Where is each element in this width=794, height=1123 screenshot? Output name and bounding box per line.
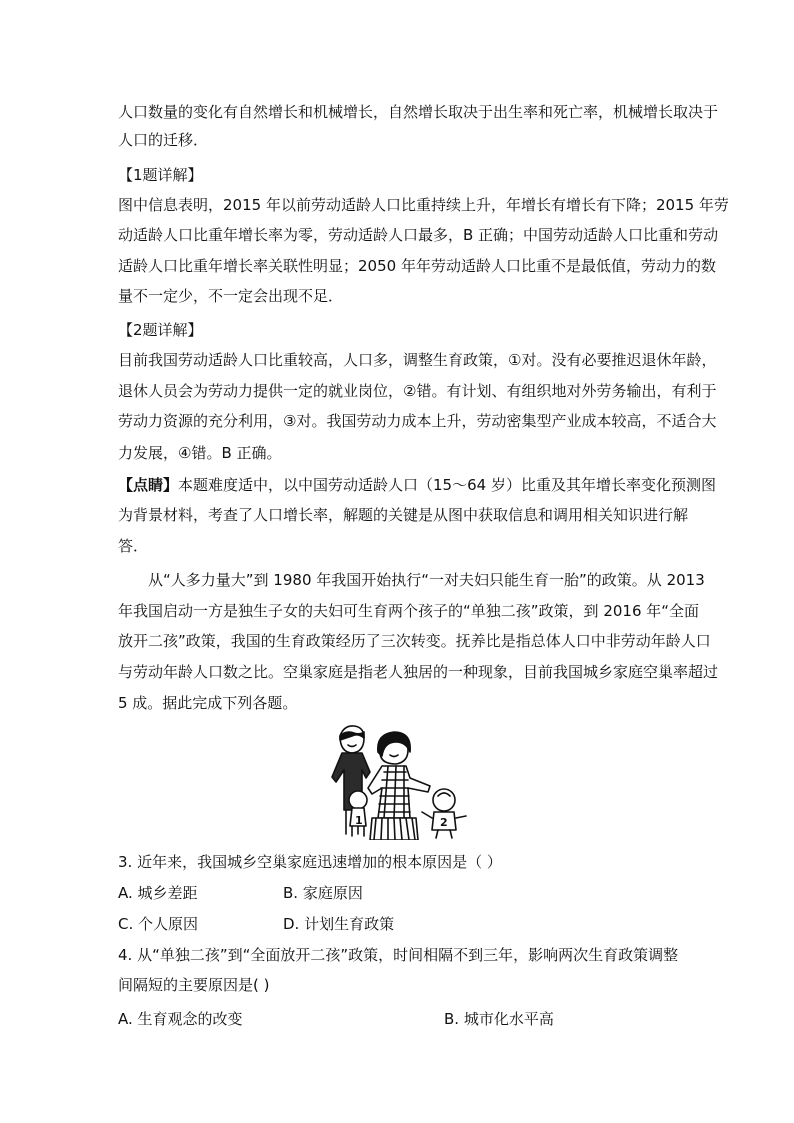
q1-heading: 【1题详解】 bbox=[118, 166, 203, 184]
q2-line-2: 退休人员会为劳动力提供一定的就业岗位，②错。有计划、有组织地对外劳务输出，有利于 bbox=[118, 382, 717, 400]
comment-line-3: 答． bbox=[118, 537, 149, 555]
material-line-2: 年我国启动一方是独生子女的夫妇可生育两个孩子的“单独二孩”政策，到 2016 年“全面 bbox=[118, 602, 700, 620]
q1-line-4: 量不一定少，不一定会出现不足． bbox=[118, 287, 344, 305]
intro-line-1: 人口数量的变化有自然增长和机械增长，自然增长取决于出生率和死亡率，机械增长取决于 bbox=[118, 103, 719, 121]
family-cartoon-svg bbox=[318, 722, 476, 840]
family-illustration bbox=[318, 722, 476, 840]
comment-tag: 【点睛】 bbox=[118, 476, 179, 494]
comment-line-1 bbox=[118, 475, 716, 495]
q3-stem: 3. 近年来，我国城乡空巢家庭迅速增加的根本原因是（ ） bbox=[118, 853, 502, 871]
comment-line-2: 为背景材料，考查了人口增长率，解题的关键是从图中获取信息和调用相关知识进行解 bbox=[118, 506, 689, 524]
intro-line-2: 人口的迁移． bbox=[118, 131, 209, 149]
material-line-4: 与劳动年龄人口数之比。空巢家庭是指老人独居的一种现象，目前我国城乡家庭空巢率超过 bbox=[118, 663, 719, 681]
q2-line-1: 目前我国劳动适龄人口比重较高，人口多，调整生育政策，①对。没有必要推迟退休年龄， bbox=[118, 351, 717, 369]
material-line-1: 从“人多力量大”到 1980 年我国开始执行“一对夫妇只能生育一胎”的政策。从 2013 bbox=[148, 571, 705, 589]
q1-line-1: 图中信息表明，2015 年以前劳动适龄人口比重持续上升，年增长有增长有下降；2015 年劳 bbox=[118, 196, 729, 214]
q1-line-2: 动适龄人口比重年增长率为零，劳动适龄人口最多，B 正确；中国劳动适龄人口比重和劳动 bbox=[118, 226, 719, 244]
q2-line-4: 力发展，④错。B 正确。 bbox=[118, 444, 282, 462]
material-line-3: 放开二孩”政策，我国的生育政策经历了三次转变。抚养比是指总体人口中非劳动年龄人口 bbox=[118, 632, 711, 650]
q2-heading: 【2题详解】 bbox=[118, 321, 203, 339]
q3-option-b: B. 家庭原因 bbox=[283, 884, 363, 902]
comment-text-1: 本题难度适中，以中国劳动适龄人口（15～64 岁）比重及其年增长率变化预测图 bbox=[178, 476, 716, 494]
q4-stem-line-1: 4. 从“单独二孩”到“全面放开二孩”政策，时间相隔不到三年，影响两次生育政策调整 bbox=[118, 946, 679, 964]
child1-number: 1 bbox=[355, 814, 363, 827]
q1-line-3: 适龄人口比重年增长率关联性明显；2050 年年劳动适龄人口比重不是最低值，劳动力的数 bbox=[118, 257, 716, 275]
q3-option-a: A. 城乡差距 bbox=[118, 884, 198, 902]
q3-option-c: C. 个人原因 bbox=[118, 915, 199, 933]
q4-stem-line-2: 间隔短的主要原因是( ) bbox=[118, 976, 270, 994]
q3-option-d: D. 计划生育政策 bbox=[283, 915, 395, 933]
material-line-5: 5 成。据此完成下列各题。 bbox=[118, 694, 298, 712]
child2-number: 2 bbox=[440, 816, 448, 829]
q2-line-3: 劳动力资源的充分利用，③对。我国劳动力成本上升，劳动密集型产业成本较高，不适合大 bbox=[118, 412, 717, 430]
q4-option-b: B. 城市化水平高 bbox=[444, 1010, 554, 1028]
q4-option-a: A. 生育观念的改变 bbox=[118, 1010, 243, 1028]
